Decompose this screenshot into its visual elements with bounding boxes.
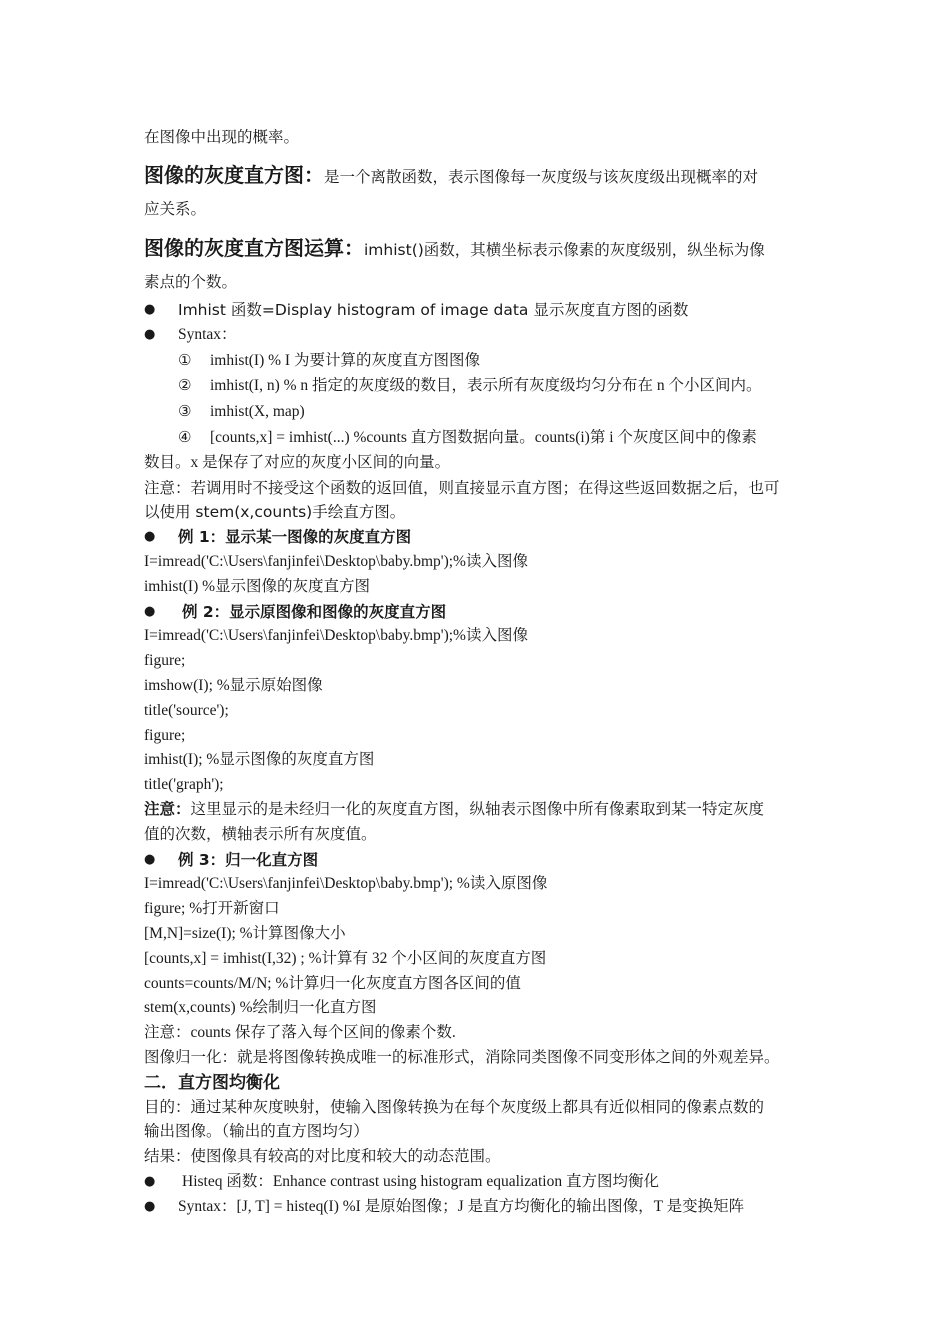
example3-title: ● 例 3：归一化直方图 (144, 848, 824, 873)
note1-line-1: 注意：若调用时不接受这个函数的返回值，则直接显示直方图；在得这些返回数据之后，也可 (144, 478, 780, 497)
document-page (144, 122, 824, 1219)
example3-code-6: stem(x,counts) %绘制归一化直方图 (144, 999, 377, 1017)
syntax-text-1: imhist(I) % I 为要计算的灰度直方图图像 (210, 351, 480, 369)
syntax-text-4: [counts,x] = imhist(...) %counts 直方图数据向量。counts(i)第 i 个灰度区间中的像素 (210, 428, 757, 446)
example2-code-6: imhist(I); %显示图像的灰度直方图 (144, 751, 375, 769)
note3: 注意：counts 保存了落入每个区间的像素个数. (144, 1024, 456, 1042)
note1-line-2: 以使用 stem(x,counts)手绘直方图。 (144, 503, 406, 522)
purpose-line-2: 输出图像。（输出的直方图均匀） (144, 1123, 369, 1141)
def-histogram (144, 160, 824, 225)
syntax-item-2 (144, 373, 824, 399)
def-histogram-text-1: 是一个离散函数，表示图像每一灰度级与该灰度级出现概率的对 (324, 168, 759, 186)
result-text: 结果：使图像具有较高的对比度和较大的动态范围。 (144, 1148, 501, 1166)
example1-code-2: imhist(I) %显示图像的灰度直方图 (144, 577, 371, 595)
syntax-item-4-cont: 数目。x 是保存了对应的灰度小区间的向量。 (144, 453, 451, 471)
syntax-mark-3: ③ (178, 402, 192, 421)
syntax-text-3: imhist(X, map) (210, 403, 305, 421)
syntax-item-4 (144, 425, 824, 451)
bullet-histeq-syntax: ● Syntax：[J, T] = histeq(I) %I 是原始图像；J 是直方均衡化的输出图像，T 是变换矩阵 (144, 1195, 824, 1220)
example3-code-4: [counts,x] = imhist(I,32) ; %计算有 32 个小区间的灰度直方图 (144, 949, 547, 967)
def-operation (144, 233, 824, 298)
example2-code-3: imshow(I); %显示原始图像 (144, 676, 323, 694)
syntax-item-1 (144, 348, 824, 374)
example2-code-2: figure; (144, 652, 186, 670)
syntax-item-3 (144, 399, 824, 425)
syntax-mark-1: ① (178, 350, 192, 369)
example1-title: ● 例 1：显示某一图像的灰度直方图 (144, 525, 824, 550)
def-operation-text-2: 素点的个数。 (144, 273, 238, 291)
example2-code-1: I=imread('C:\Users\fanjinfei\Desktop\baby.bmp');%读入图像 (144, 627, 528, 645)
example3-code-2: figure; %打开新窗口 (144, 900, 280, 918)
note2-label: 注意： (144, 800, 191, 818)
normalization-text: 图像归一化：就是将图像转换成唯一的标准形式，消除同类图像不同变形体之间的外观差异。 (144, 1048, 780, 1066)
section2-title: 二．直方图均衡化 (144, 1072, 280, 1093)
syntax-mark-2: ② (178, 376, 192, 395)
example3-code-1: I=imread('C:\Users\fanjinfei\Desktop\baby.bmp'); %读入原图像 (144, 875, 548, 893)
def-histogram-title: 图像的灰度直方图： (144, 163, 324, 187)
def-histogram-text-2: 应关系。 (144, 200, 207, 218)
bullet-histeq: ● Histeq 函数：Enhance contrast using histogram equalization 直方图均衡化 (144, 1170, 824, 1195)
def-operation-text-1: imhist()函数，其横坐标表示像素的灰度级别，纵坐标为像 (364, 241, 765, 259)
example2-code-7: title('graph'); (144, 776, 224, 794)
bullet-imhist: ● Imhist 函数=Display histogram of image data 显示灰度直方图的函数 (144, 298, 824, 323)
example2-code-4: title('source'); (144, 701, 229, 719)
note2-line-2: 值的次数，横轴表示所有灰度值。 (144, 825, 377, 843)
example2-title: ● 例 2：显示原图像和图像的灰度直方图 (144, 600, 824, 625)
example3-code-5: counts=counts/M/N; %计算归一化灰度直方图各区间的值 (144, 974, 521, 992)
purpose-line-1: 目的：通过某种灰度映射，使输入图像转换为在每个灰度级上都具有近似相同的像素点数的 (144, 1098, 765, 1116)
example2-code-5: figure; (144, 726, 186, 744)
note2-line-1 (144, 798, 824, 823)
syntax-text-2: imhist(I, n) % n 指定的灰度级的数目，表示所有灰度级均匀分布在 n 个小区间内。 (210, 377, 762, 395)
bullet-syntax: ● Syntax： (144, 323, 824, 348)
intro-tail-text: 在图像中出现的概率。 (144, 129, 300, 146)
note2-text-1: 这里显示的是未经归一化的灰度直方图，纵轴表示图像中所有像素取到某一特定灰度 (190, 800, 765, 818)
def-operation-title: 图像的灰度直方图运算： (144, 236, 364, 260)
example1-code-1: I=imread('C:\Users\fanjinfei\Desktop\baby.bmp');%读入图像 (144, 552, 528, 570)
example3-code-3: [M,N]=size(I); %计算图像大小 (144, 924, 346, 942)
syntax-mark-4: ④ (178, 427, 192, 446)
